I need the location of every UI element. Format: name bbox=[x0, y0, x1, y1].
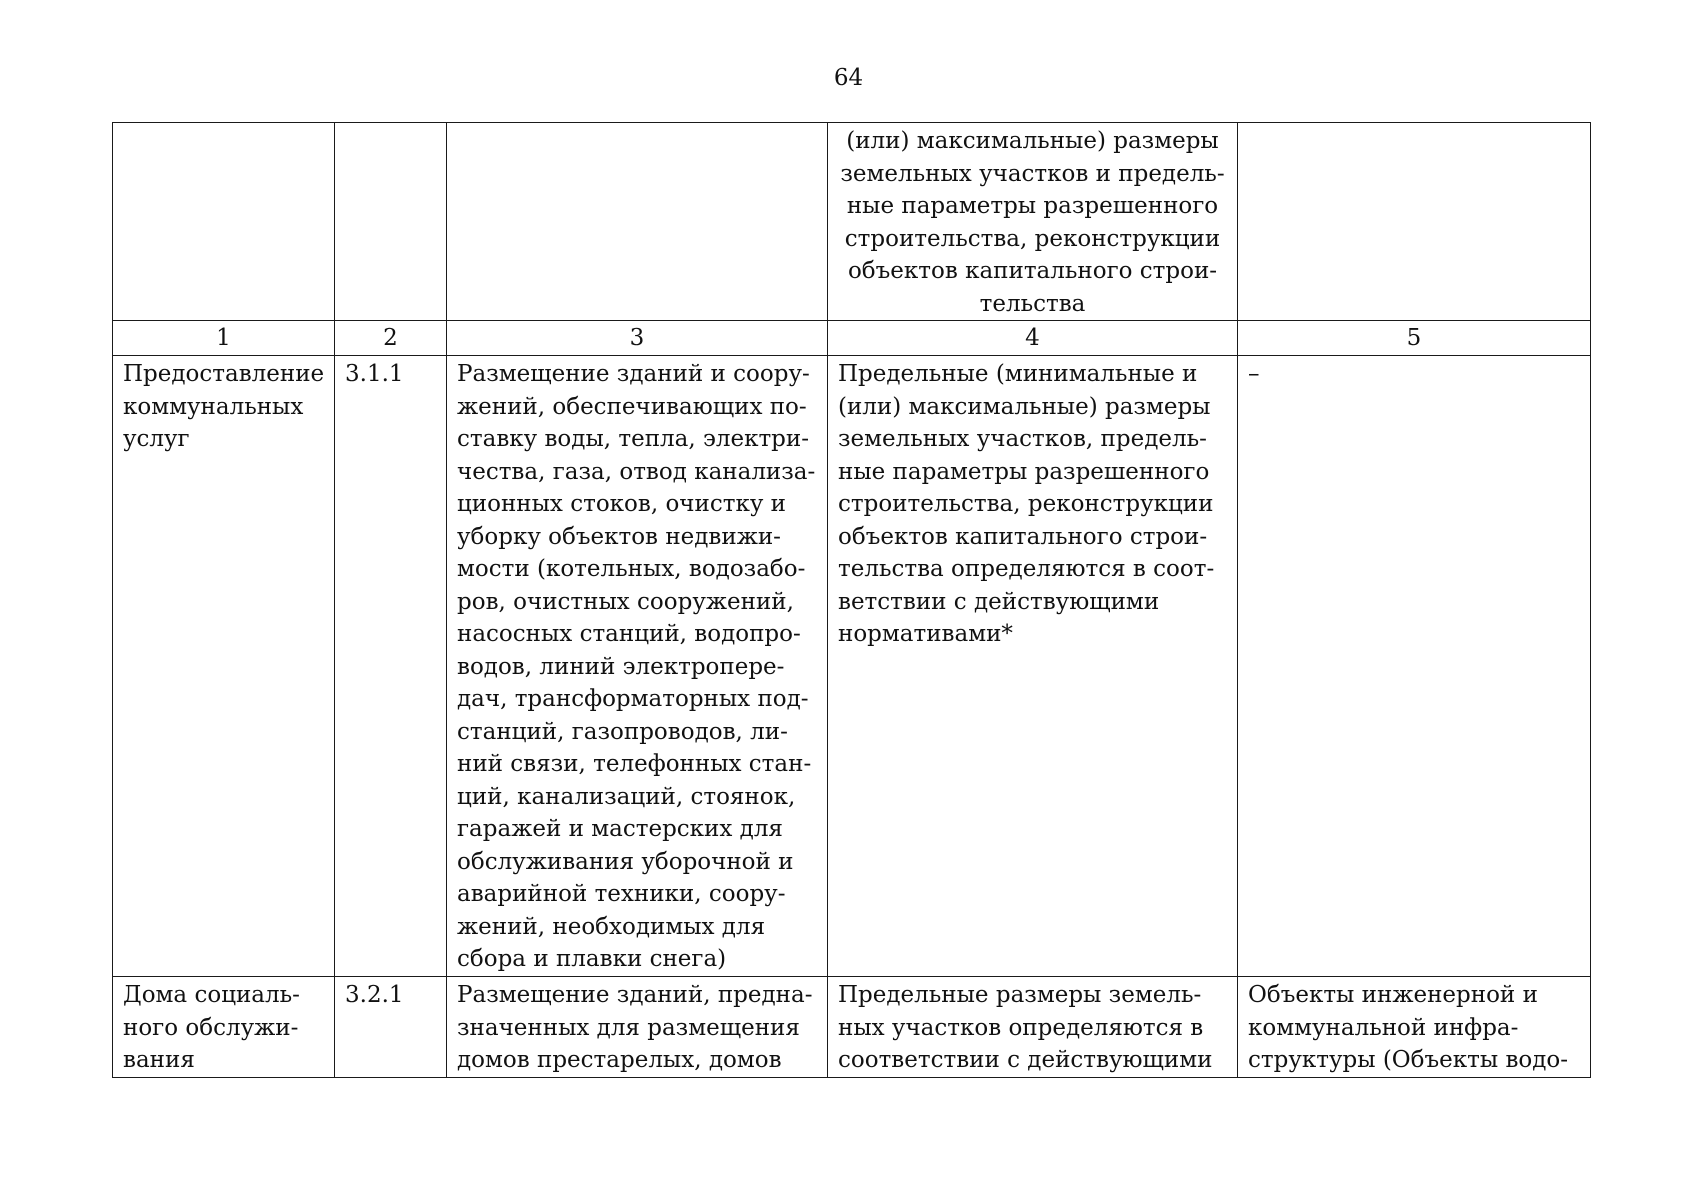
table-cell bbox=[1238, 977, 1591, 1078]
table-cell bbox=[1238, 356, 1591, 977]
use-type-name: Предоставление коммунальных услуг bbox=[123, 361, 325, 452]
use-type-parameters: Предельные размеры земель- ных участков определяются в соответствии с действующими bbox=[838, 982, 1213, 1073]
use-type-description: Размещение зданий и соору- жений, обеспечивающих по- ставку воды, тепла, электри- чества, газа, отвод канализа- ционных стоков, очистку и уборку объектов недвижи- мости (котельных, водозабо- ров, очистных сооружений, насосных станций, водопро- водов, линий электропере- дач, трансформаторных под- станций, газопроводов, ли- ний связи, телефонных стан- ций, канализаций, стоянок, гаражей и мастерских для обслуживания уборочной и аварийной техники, соору- жений, необходимых для сбора и плавки снега) bbox=[457, 361, 816, 972]
table-cell bbox=[335, 356, 447, 977]
table-cell bbox=[447, 356, 828, 977]
continuation-parameters-text: (или) максимальные) размеры земельных участков и предель- ные параметры разрешенного строительства, реконструкции объектов капитального строи- тельства bbox=[840, 128, 1225, 317]
use-type-auxiliary: – bbox=[1248, 361, 1260, 387]
table-cell bbox=[113, 356, 335, 977]
column-number-1: 1 bbox=[113, 321, 335, 356]
table-cell bbox=[335, 123, 447, 321]
column-number-5: 5 bbox=[1238, 321, 1591, 356]
use-type-code: 3.1.1 bbox=[345, 361, 404, 387]
page-number: 64 bbox=[833, 65, 864, 91]
table-cell bbox=[447, 977, 828, 1078]
table-cell bbox=[447, 123, 828, 321]
column-number-2: 2 bbox=[335, 321, 447, 356]
use-type-name: Дома социаль- ного обслужи- вания bbox=[123, 982, 300, 1073]
table-cell bbox=[828, 123, 1238, 321]
use-type-parameters: Предельные (минимальные и (или) максимальные) размеры земельных участков, предель- ные параметры разрешенного строительства, реконструкции объектов капитального строи- тельства определяются в соот- ветствии с действующими нормативами* bbox=[838, 361, 1215, 647]
table-row bbox=[113, 356, 1591, 977]
table-cell bbox=[828, 977, 1238, 1078]
table-row bbox=[113, 977, 1591, 1078]
table-cell bbox=[828, 356, 1238, 977]
table-cell bbox=[335, 977, 447, 1078]
table-continuation-row bbox=[113, 123, 1591, 321]
table-cell bbox=[1238, 123, 1591, 321]
table-cell bbox=[113, 123, 335, 321]
column-number-3: 3 bbox=[447, 321, 828, 356]
table-cell bbox=[113, 977, 335, 1078]
use-type-description: Размещение зданий, предна- значенных для размещения домов престарелых, домов bbox=[457, 982, 813, 1073]
use-type-auxiliary: Объекты инженерной и коммунальной инфра- структуры (Объекты водо- bbox=[1248, 982, 1569, 1073]
land-use-table bbox=[112, 122, 1591, 1078]
column-number-4: 4 bbox=[828, 321, 1238, 356]
column-numbers-row bbox=[113, 321, 1591, 356]
use-type-code: 3.2.1 bbox=[345, 982, 404, 1008]
